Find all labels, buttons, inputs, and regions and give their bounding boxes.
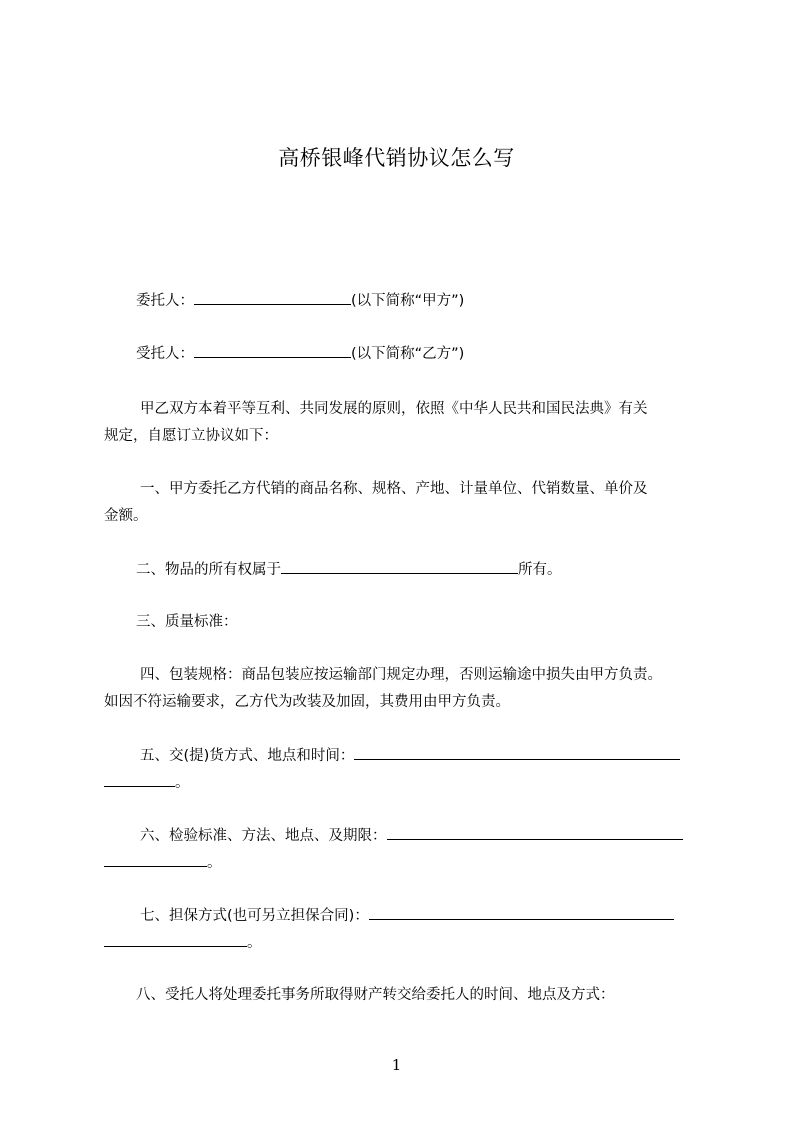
- inspection-blank: [387, 825, 683, 840]
- delivery-blank-cont: [104, 772, 175, 787]
- clause-6-line-1: [140, 825, 740, 846]
- document-title: 高桥银峰代销协议怎么写: [278, 146, 515, 170]
- clause-7-prefix: 七、担保方式(也可另立担保合同)：: [140, 908, 369, 924]
- clause-5-prefix: 五、交(提)货方式、地点和时间：: [140, 748, 355, 764]
- clause-4-line-2: 如因不符运输要求，乙方代为改装及加固，其费用由甲方负责。: [104, 694, 510, 710]
- guarantee-blank-cont: [104, 932, 247, 947]
- clause-2-line: [136, 559, 736, 580]
- clause-7-end: 。: [247, 935, 262, 951]
- clause-1-line-1: 一、甲方委托乙方代销的商品名称、规格、产地、计量单位、代销数量、单价及: [140, 481, 648, 497]
- inspection-blank-cont: [104, 852, 207, 867]
- clause-6-line-2: [104, 852, 704, 873]
- clause-8-line: 八、受托人将处理委托事务所取得财产转交给委托人的时间、地点及方式：: [136, 987, 615, 1003]
- principal-line: [136, 290, 736, 311]
- agent-line: [136, 343, 736, 364]
- clause-5-end: 。: [175, 775, 190, 791]
- principal-blank: [194, 290, 351, 305]
- delivery-blank: [354, 745, 680, 760]
- clause-1-line-2: 金额。: [104, 508, 148, 524]
- clause-5-line-2: [104, 772, 704, 793]
- owner-blank: [281, 559, 518, 574]
- clause-6-prefix: 六、检验标准、方法、地点、及期限：: [140, 828, 387, 844]
- clause-2-prefix: 二、物品的所有权属于: [136, 562, 281, 578]
- clause-6-end: 。: [207, 855, 222, 871]
- clause-5-line-1: [140, 745, 740, 766]
- clause-4-line-1: 四、包装规格：商品包装应按运输部门规定办理，否则运输途中损失由甲方负责。: [140, 667, 662, 683]
- guarantee-blank: [369, 905, 674, 920]
- clause-2-suffix: 所有。: [518, 562, 562, 578]
- principal-label: 委托人：: [136, 293, 194, 309]
- clause-7-line-2: [104, 932, 704, 953]
- page-number: 1: [391, 1056, 402, 1074]
- preamble-line-1: 甲乙双方本着平等互利、共同发展的原则，依照《中华人民共和国民法典》有关: [140, 401, 648, 417]
- clause-7-line-1: [140, 905, 740, 926]
- principal-suffix: (以下简称“甲方”): [351, 293, 465, 309]
- preamble-line-2: 规定，自愿订立协议如下：: [104, 428, 278, 444]
- clause-3-line: 三、质量标准：: [136, 614, 238, 630]
- agent-suffix: (以下简称“乙方”): [351, 346, 465, 362]
- agent-blank: [194, 343, 351, 358]
- agent-label: 受托人：: [136, 346, 194, 362]
